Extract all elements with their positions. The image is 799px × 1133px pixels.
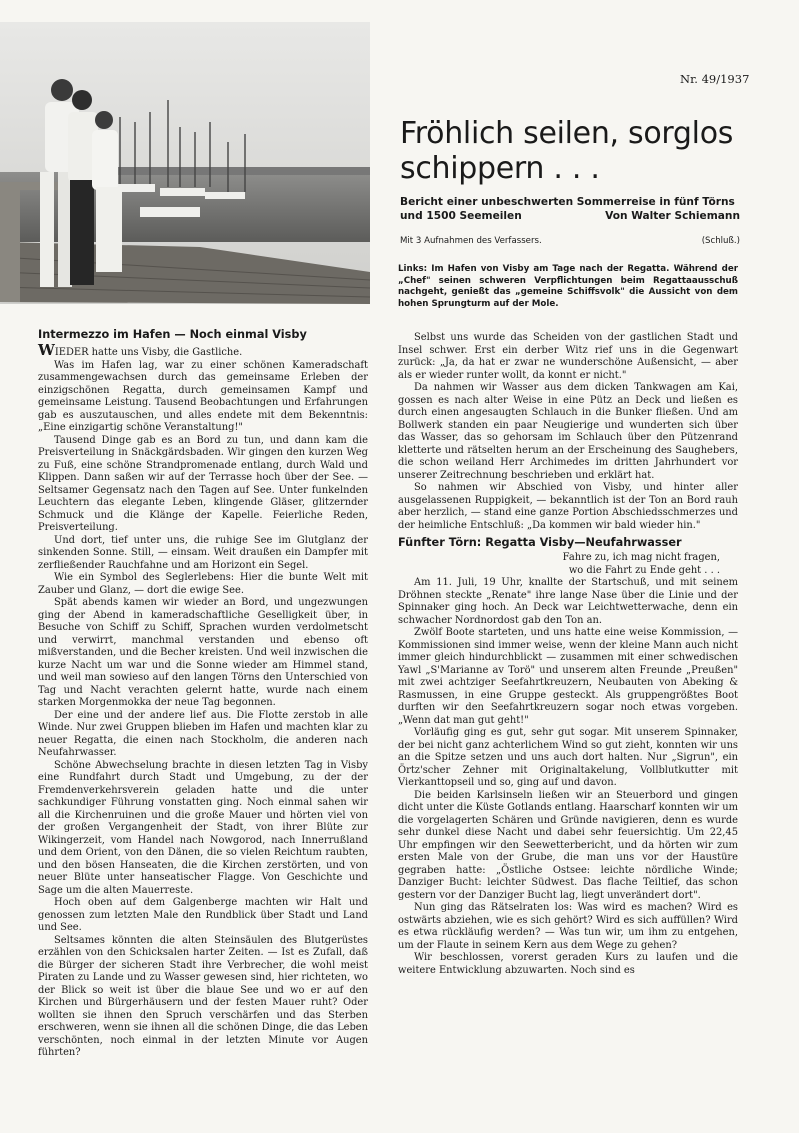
section-heading-fifth-leg: Fünfter Törn: Regatta Visby—Neufahrwasser [398,536,682,549]
paragraph: Am 11. Juli, 19 Uhr, knallte der Startschuß, und mit seinem Dröhnen steckte „Renate" ihre lange Nase über die Linie und der Spinnaker ging hoch. An Deck war Leichtwetterwache, denn ein schwacher Nordnordost gab den Ton an. [398,577,738,626]
paragraph: Der eine und der andere lief aus. Die Flotte zerstob in alle Winde. Nur zwei Gruppen blieben im Hafen und machten klar zu neuer Regatta, die einen nach Stockholm, die anderen nach Neufahrwasser. [38,709,368,758]
left-column [38,328,368,1060]
conclusion-tag: (Schluß.) [701,236,740,246]
opening-paragraph [38,341,368,360]
article-author: Von Walter Schiemann [605,209,740,222]
paragraph: Die beiden Karlsinseln ließen wir an Steuerbord und gingen dicht unter die Küste Gotlands entlang. Haarscharf konnten wir um die vorgelagerten Schären und Gründe navigieren, denn es wurde sehr dunkel diese Nacht und dabei sehr feuersichtig. Um 22,45 Uhr empfingen wir den Seewetterbericht, und da hörten wir zum ersten Male von der Grube, die man uns vor der Haustüre gegraben hatte: „Östliche Ostsee: leichte nördliche Winde; Danziger Bucht: leichter Südwest. Das flache Teiltief, das schon gestern vor der Danziger Bucht lag, liegt unverändert dort". [398,789,738,901]
credit-text: Mit 3 Aufnahmen des Verfassers. [400,236,542,246]
paragraph: Wir beschlossen, vorerst geraden Kurs zu laufen und die weitere Entwicklung abzuwarten. Noch sind es [398,952,738,976]
photo-credit [400,236,740,246]
article-title: Fröhlich seilen, sorglos schippern . . . [400,116,734,186]
drop-cap: W [38,341,55,359]
verse-line-2: wo die Fahrt zu Ende geht . . . [568,564,720,576]
paragraph: Vorläufig ging es gut, sehr gut sogar. Mit unserem Spinnaker, der bei nicht ganz achterlichem Wind so gut zieht, konnten wir uns an die Spitze setzen und uns auch dort halten. Nur „Sigrun", ein Örtz'scher Zehner mit Originaltakelung, Vollblutkutter mit Vierkanttopseil und so, ging auf und davon. [398,727,738,788]
paragraph: Wie ein Symbol des Seglerlebens: Hier die bunte Welt mit Zauber und Glanz, — dort die ewige See. [38,572,368,596]
paragraph: Da nahmen wir Wasser aus dem dicken Tankwagen am Kai, gossen es nach alter Weise in eine Pütz an Deck und ließen es durch einen angesaugten Schlauch in die Bunker fließen. Und am Bollwerk standen ein paar Neugierige und wunderten sich über das Wasser, das so gehorsam im Schlauch über den Pützenrand kletterte und rätselten herum an der Erscheinung des Saughebers, die schon weiland Herr Archimedes im dritten Jahrhundert vor unserer Zeitrechnung beschrieben und erklärt hat. [398,382,738,481]
photo-caption: Links: Im Hafen von Visby am Tage nach der Regatta. Während der „Chef" seinen schweren Verpflichtungen beim Regattaausschuß nachgeht, genießt das „gemeine Schiffsvolk" die Aussicht von dem hohen Sprungturm auf der Mole. [398,264,738,309]
paragraph: Und dort, tief unter uns, die ruhige See im Glutglanz der sinkenden Sonne. Still, — einsam. Weit draußen ein Dampfer mit zerfließender Rauchfahne und am Horizont ein Segel. [38,534,368,571]
paragraph: Nun ging das Rätselraten los: Was wird es machen? Wird es ostwärts abziehen, wie es sich gehört? Wird es sich auffüllen? Wird es etwa rückläufig werden? — Was tun wir, um ihm zu entgehen, um der Flaute in seinem Kern aus dem Wege zu gehen? [398,902,738,951]
subtitle-text: Bericht einer unbeschwerten Sommerreise in fünf Törns und 1500 Seemeilen [400,196,735,222]
right-column [398,332,738,977]
article-subtitle [400,196,740,223]
paragraph: Tausend Dinge gab es an Bord zu tun, und dann kam die Preisverteilung in Snäckgärdsbaden. Wir gingen den kurzen Weg zu Fuß, eine schöne Strandpromenade entlang, durch Wald und Klippen. Dann saßen wir auf der Terrasse hoch über der See. — Seltsamer Gegensatz nach den Tagen auf See. Unter funkelnden Leuchtern das elegante Leben, klingende Gläser, glitzernder Schmuck und die Klänge der Kapelle. Feierliche Reden, Preisverteilung. [38,434,368,533]
harbour-photo [0,22,370,304]
paragraph: Was im Hafen lag, war zu einer schönen Kameradschaft zusammengewachsen durch das gemeinsame Erleben der einzigschönen Regatta, durch gemeinsamen Kampf und gemeinsame Leistung. Tausend Beobachtungen und Erfahrungen gab es auszutauschen, und alles endete mit dem Bekenntnis: „Eine einzigartig schöne Veranstaltung!" [38,359,368,433]
paragraph: Hoch oben auf dem Galgenberge machten wir Halt und genossen zum letzten Male den Rundblick über Stadt und Land und See. [38,897,368,933]
section-heading-intermezzo: Intermezzo im Hafen — Noch einmal Visby [38,328,307,341]
opening-text: IEDER hatte uns Visby, die Gastliche. [54,347,243,358]
paragraph: So nahmen wir Abschied von Visby, und hinter aller ausgelassenen Ruppigkeit, — bekanntlich ist der Ton an Bord rauh aber herzlich, — stand eine ganze Portion Abschiedsschmerzes und der heimliche Entschluß: „Da kommen wir bald wieder hin." [398,482,738,531]
paragraph: Seltsames könnten die alten Steinsäulen des Blutgerüstes erzählen von den Schicksalen harter Zeiten. — Ist es Zufall, daß die Bürger der sicheren Stadt ihre Verbrecher, die wohl meist Piraten zu Lande und zu Wasser gewesen sind, hier richteten, wo der Blick so weit ist über die blaue See und wo er auf den Kirchen und Bürgerhäusern und der festen Mauer ruht? Oder wollten sie ihnen den Spruch verschärfen und das Sterben erschweren, wenn sie ihnen all die schönen Dinge, die das Leben verschönten, noch einmal in der letzten Minute vor Augen führten? [38,934,368,1058]
issue-number: Nr. 49/1937 [680,72,750,86]
paragraph: Zwölf Boote starteten, und uns hatte eine weise Kommission, — Kommissionen sind immer weise, wenn der kleine Mann auch nicht immer gleich hindurchblickt — zusammen mit einer schwedischen Yawl „S'Marianne av Torö" und unserem alten Freunde „Preußen" mit zwei achtziger Seefahrtkreuzern, Neubauten von Abeking & Rasmussen, in eine Gruppe gesteckt. Als gruppengrößtes Boot durften wir den Seefahrtkreuzern sogar noch etwas vorgeben. „Wenn dat man gut geht!" [398,627,738,726]
verse-line-1: Fahre zu, ich mag nicht fragen, [562,552,720,563]
paragraph: Selbst uns wurde das Scheiden von der gastlichen Stadt und Insel schwer. Erst ein derber Witz rief uns in die Gegenwart zurück: „Ja, da hat er zwar ne wunderschöne Außensicht, — aber als er wieder runter wollt, da konnt er nicht." [398,332,738,381]
paragraph: Spät abends kamen wir wieder an Bord, und ungezwungen ging der Abend in kameradschaftliche Geselligkeit über, in Besuche von Schiff zu Schiff, Sprachen wurden verdolmetscht und verwirrt, manchmal verstanden und ebenso oft mißverstanden, und die Becher kreisten. Und weil inzwischen die kurze Nacht um war und die Sonne wieder am Himmel stand, und weil man sowieso auf den langen Törns den Unterschied von Tag und Nacht verachten gelernt hatte, wurde nach einem starken Morgenmokka der neue Tag begonnen. [38,597,368,708]
paragraph: Schöne Abwechselung brachte in diesen letzten Tag in Visby eine Rundfahrt durch Stadt und Umgebung, zu der der Fremdenverkehrsverein geladen hatte und die unter sachkundiger Führung vonstatten ging. Noch einmal sahen wir all die Kirchenruinen und die große Mauer und hörten viel von der großen Vergangenheit der Stadt, von ihrer Blüte zur Wikingerzeit, vom Handel nach Nowgorod, nach Innerrußland und dem Orient, von den Dänen, die so vielen Reichtum raubten, und den bösen Hanseaten, die die Kirchen zerstörten, und von neuer Blüte unter hanseatischer Flagge. Von Geschichte und Sage um die alten Mauerreste. [38,759,368,896]
